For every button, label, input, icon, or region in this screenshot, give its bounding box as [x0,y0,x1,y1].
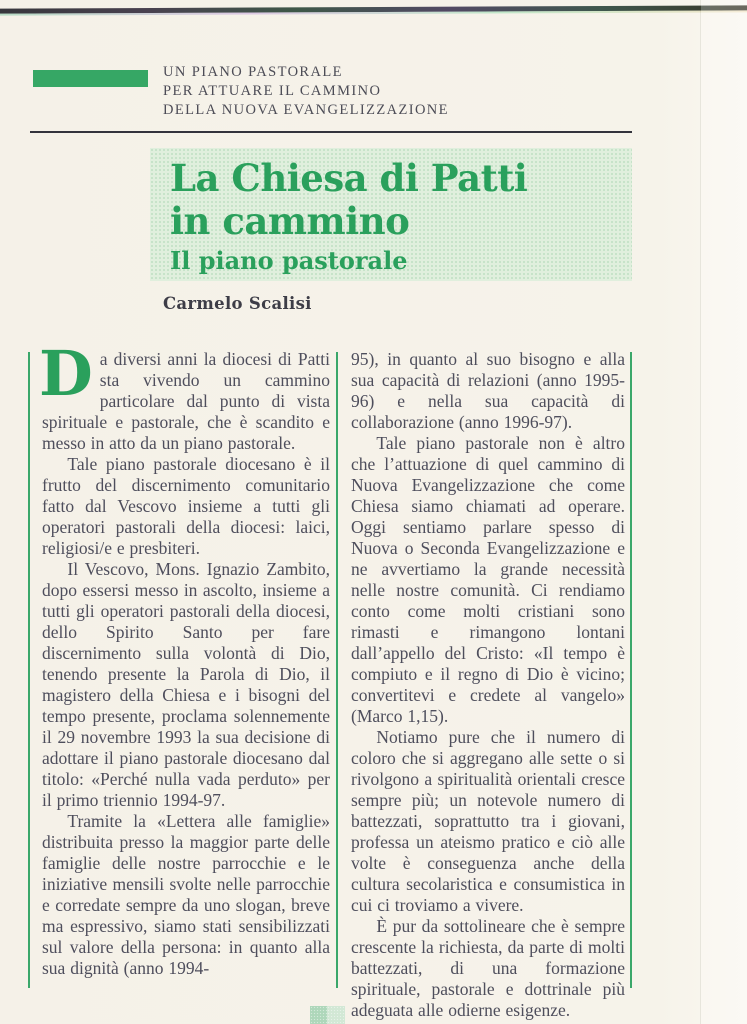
paragraph [39,337,330,454]
body-column-right [351,349,625,1021]
paragraph: Notiamo pure che il numero di coloro che si aggregano alle sette o si rivolgono a spiritualità orientali cresce sempre più; un notevole numero di battezzati, soprattutto tra i giovani, professa un ateismo pratico e ciò alle volte è conseguenza anche della cultura secolaristica e consumistica in cui ci troviamo a vivere. [351,727,625,915]
paragraph: Tramite la «Lettera alle famiglie» distribuita presso la maggior parte delle famiglie delle nostre parrocchie e le iniziative mensili svolte nelle parrocchie e corredate sempre da uno slogan, breve ma espressivo, siamo stati sensibilizzati sul valore della persona: in quanto alla sua dignità (anno 1994- [42,811,330,978]
kicker-line-1: UN PIANO PASTORALE [163,64,343,80]
bottom-print-mark-dark [310,1006,327,1024]
kicker-line-3: DELLA NUOVA EVANGELIZZAZIONE [163,102,449,118]
paragraph: Il Vescovo, Mons. Ignazio Zambito, dopo essersi messo in ascolto, insieme a tutti gli operatori pastorali della diocesi, dello Spirito Santo per fare discernimento sulla volontà di Dio, tenendo presente la Parola di Dio, il magistero della Chiesa e i bisogni del tempo presente, proclama solennemente il 29 novembre 1993 la sua decisione di adottare il piano pastorale diocesano dal titolo: «Perché nulla vada perduto» per il primo triennio 1994-97. [42,559,330,810]
page-fold-highlight [701,0,747,1024]
page-title-line-1: La Chiesa di Patti [170,156,528,200]
bottom-print-mark-light [327,1006,345,1024]
paragraph: 95), in quanto al suo bisogno e alla sua capacità di relazioni (anno 1995-96) e nella sua capacità di collaborazione (anno 1996-97). [351,349,625,432]
column-rule-right [630,352,632,988]
kicker-text [163,63,623,120]
header-rule [30,131,632,133]
drop-cap: D [39,337,93,410]
paragraph: Tale piano pastorale non è altro che l’attuazione di quel cammino di Nuova Evangelizzazione che come Chiesa siamo chiamati ad operare. Oggi sentiamo parlare spesso di Nuova o Seconda Evangelizzazione e ne avvertiamo la grande necessità nelle nostre comunità. Ci rendiamo conto come molti cristiani sono rimasti e rimangono lontani dall’appello del Cristo: «Il tempo è compiuto e il regno di Dio è vicino; convertitevi e credete al vangelo» (Marco 1,15). [351,433,625,726]
author-name: Carmelo Scalisi [163,294,312,313]
paragraph: È pur da sottolineare che è sempre crescente la richiesta, da parte di molti battezzati, di una formazione spirituale, pastorale e dottrinale più adeguata alle odierne esigenze. [351,916,625,1020]
paragraph-text: a diversi anni la diocesi di Patti sta vivendo un cammino particolare dal punto di vista spirituale e pastorale, che è scandito e messo in atto da un piano pastorale. [42,349,330,453]
column-rule-middle [336,352,338,988]
page-subtitle: Il piano pastorale [170,246,408,275]
body-column-left [39,337,330,979]
column-rule-left [28,352,30,988]
page-title-line-2: in cammino [170,199,410,243]
paragraph: Tale piano pastorale diocesano è il frutto del discernimento comunitario fatto dal Vescovo insieme a tutti gli operatori pastorali della diocesi: laici, religiosi/e e presbiteri. [42,454,330,558]
kicker-green-bar [33,70,148,87]
kicker-line-2: PER ATTUARE IL CAMMINO [163,83,382,99]
